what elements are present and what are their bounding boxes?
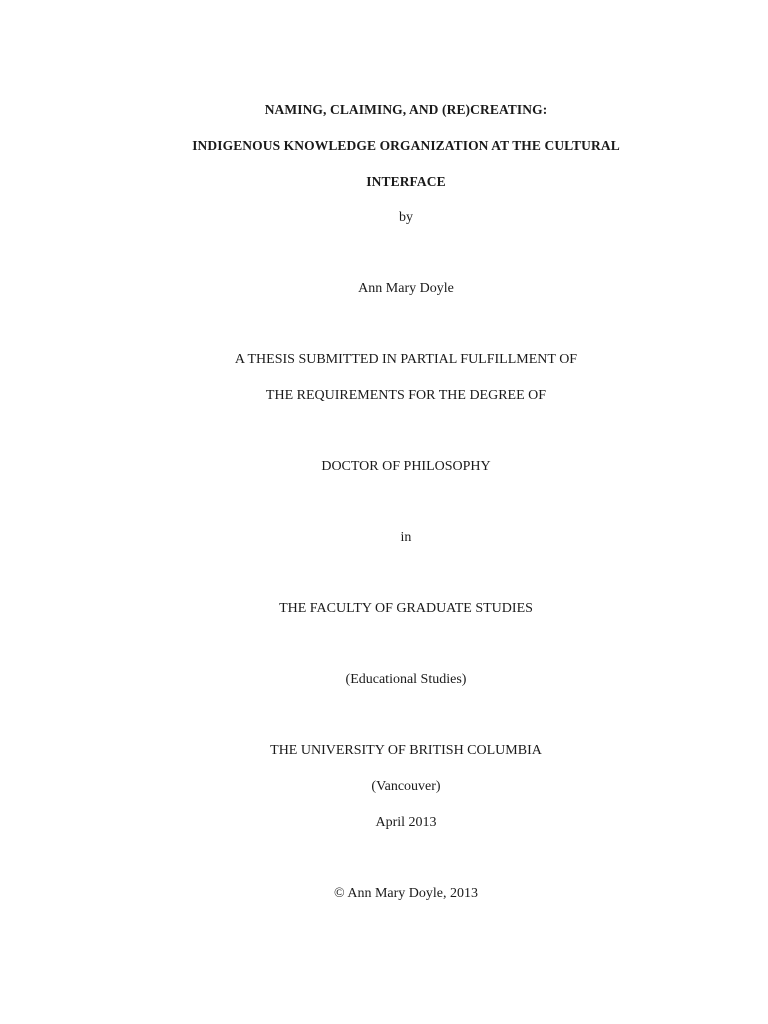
by-label: by (399, 210, 413, 225)
degree-name: DOCTOR OF PHILOSOPHY (321, 459, 491, 474)
university-name: THE UNIVERSITY OF BRITISH COLUMBIA (270, 743, 542, 758)
in-label: in (400, 530, 412, 545)
program-name: (Educational Studies) (345, 672, 467, 687)
submission-statement-line-1: A THESIS SUBMITTED IN PARTIAL FULFILLMENT OF (234, 352, 578, 367)
faculty-name: THE FACULTY OF GRADUATE STUDIES (279, 601, 533, 616)
campus-name: (Vancouver) (371, 779, 441, 794)
thesis-title-line-2: INDIGENOUS KNOWLEDGE ORGANIZATION AT THE CULTURAL (192, 138, 620, 153)
submission-statement-line-2: THE REQUIREMENTS FOR THE DEGREE OF (265, 388, 547, 403)
copyright-notice: © Ann Mary Doyle, 2013 (333, 886, 478, 901)
author-name: Ann Mary Doyle (358, 281, 454, 296)
submission-date: April 2013 (375, 815, 437, 830)
thesis-title-line-3: INTERFACE (366, 174, 446, 189)
thesis-title-line-1: NAMING, CLAIMING, AND (RE)CREATING: (264, 102, 548, 117)
